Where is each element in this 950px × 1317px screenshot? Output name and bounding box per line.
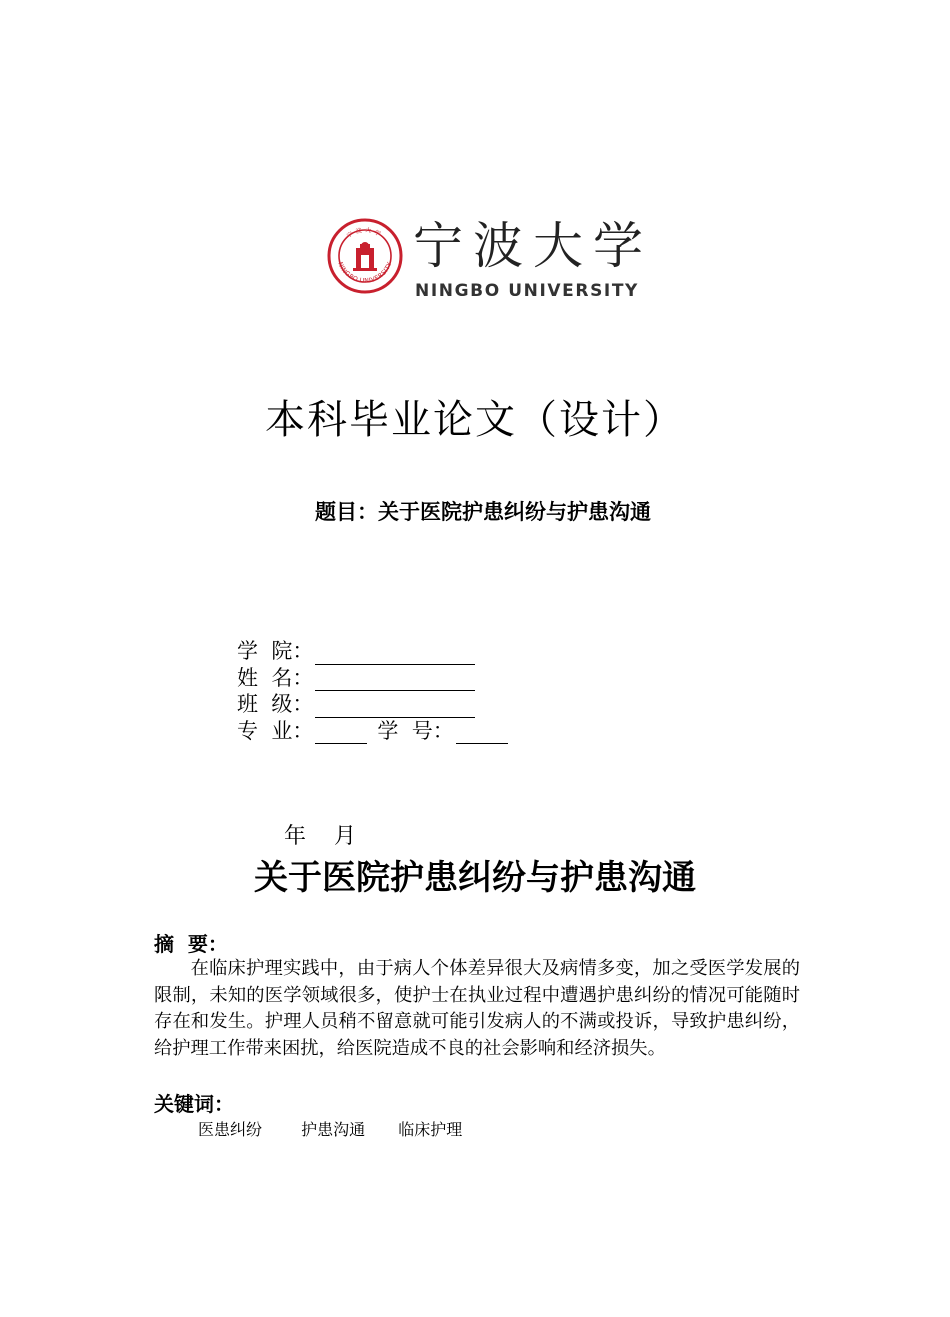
- keyword-item: 护患沟通: [301, 1120, 366, 1139]
- class-blank-line: [315, 697, 475, 718]
- university-name-cn: 宁波大学: [413, 217, 653, 275]
- thesis-type-heading: 本科毕业论文（设计）: [265, 397, 685, 443]
- svg-text:NINGBO UNIVERSITY: NINGBO UNIVERSITY: [336, 261, 394, 285]
- keywords-list: [198, 1118, 462, 1142]
- student-info-block: [237, 638, 508, 744]
- major-label: 专 业：: [237, 718, 314, 743]
- info-row-class: [237, 691, 508, 718]
- university-logo: [327, 215, 653, 305]
- class-label: 班 级：: [237, 692, 314, 716]
- keyword-item: 临床护理: [398, 1120, 463, 1139]
- info-row-major: [237, 718, 508, 745]
- university-seal-icon: [327, 218, 403, 294]
- name-blank-line: [315, 670, 475, 691]
- info-row-name: [237, 665, 508, 692]
- thesis-subject: 题目：关于医院护患纠纷与护患沟通: [315, 500, 651, 524]
- date-line: 年 月: [284, 824, 356, 849]
- keyword-item: 医患纠纷: [198, 1120, 263, 1139]
- college-label: 学 院：: [237, 639, 314, 663]
- name-label: 姓 名：: [237, 665, 314, 690]
- svg-text:宁波大学: 宁波大学: [345, 226, 385, 240]
- university-name-en: NINGBO UNIVERSITY: [415, 281, 639, 301]
- info-row-college: [237, 638, 508, 665]
- major-blank-line: [315, 723, 367, 744]
- keywords-label: 关键词：: [154, 1092, 234, 1116]
- abstract-label: 摘 要：: [154, 932, 228, 956]
- college-blank-line: [315, 644, 475, 665]
- abstract-text: 在临床护理实践中，由于病人个体差异很大及病情多变，加之受医学发展的限制，未知的医学领域很多，使护士在执业过程中遭遇护患纠纷的情况可能随时存在和发生。护理人员稍不留意就可能引发病人的不满或投诉，导致护患纠纷，给护理工作带来困扰，给医院造成不良的社会影响和经济损失。: [154, 958, 800, 1059]
- student-id-label: 学 号：: [377, 718, 454, 743]
- paper-title: 关于医院护患纠纷与护患沟通: [254, 858, 696, 898]
- student-id-blank-line: [456, 723, 508, 744]
